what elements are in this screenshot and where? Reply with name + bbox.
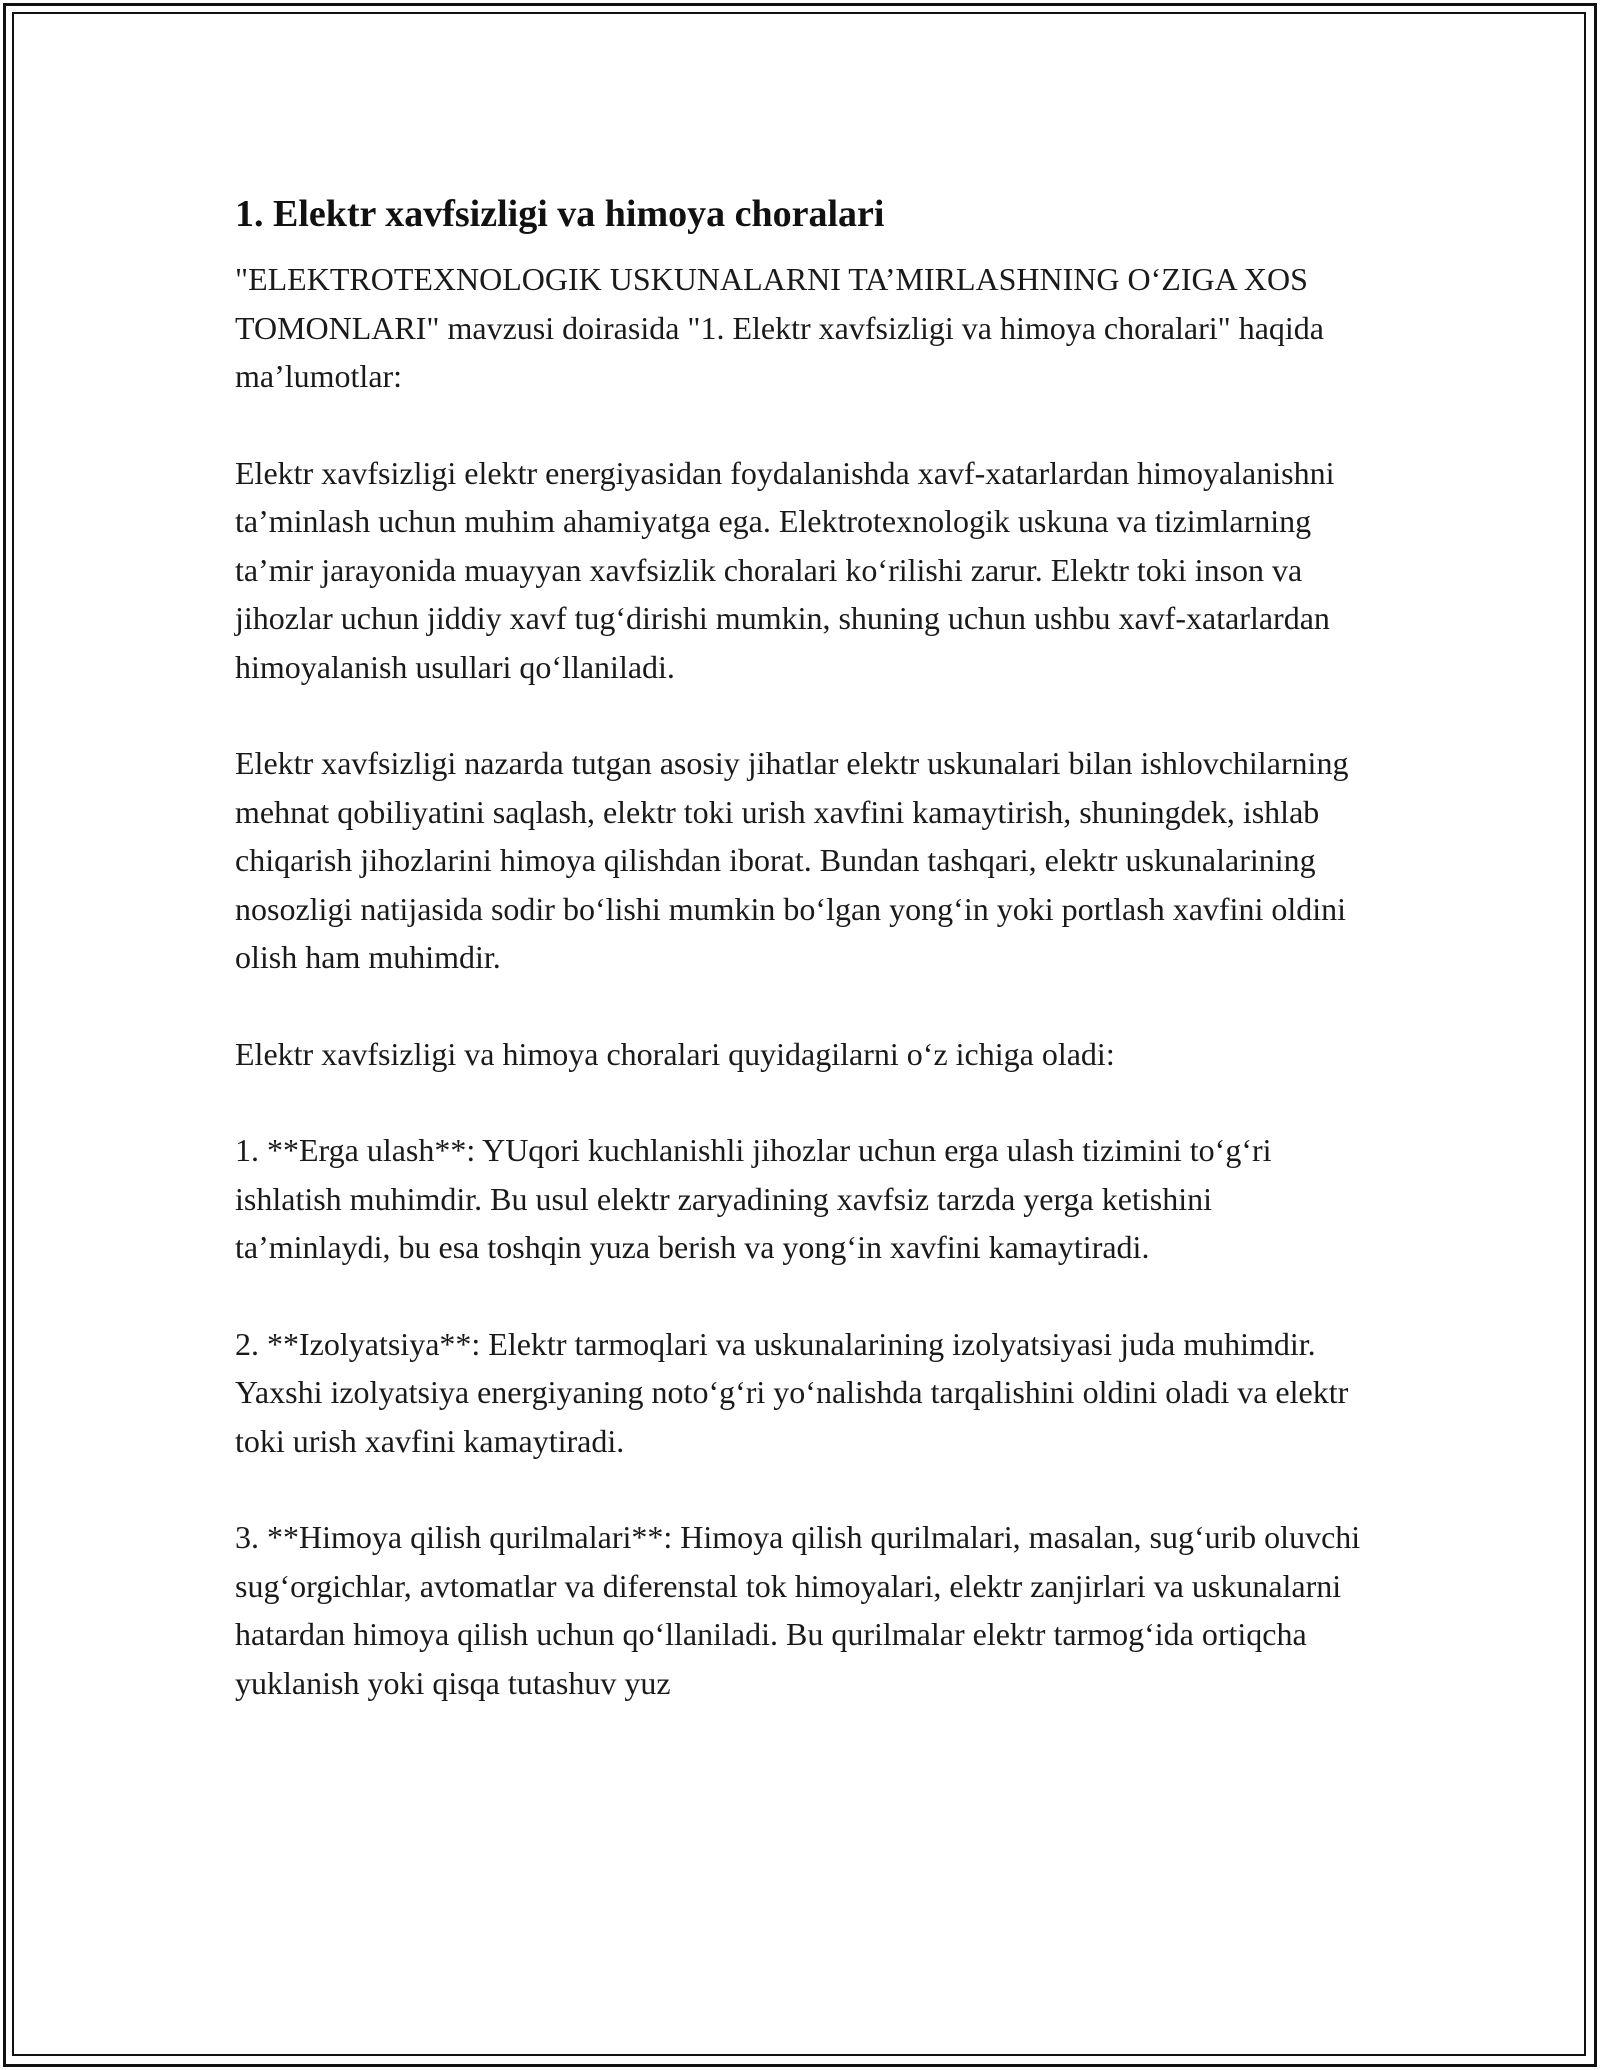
paragraph-list-intro: Elektr xavfsizligi va himoya choralari quyidagilarni o‘z ichiga oladi: — [235, 1035, 1115, 1072]
paragraph-safety-importance: Elektr xavfsizligi elektr energiyasidan foydalanishda xavf-xatarlardan himoyalanishni ta’minlash uchun muhim ahamiyatga ega. Elektrotexnologik uskuna va tizimlarning ta’mir jarayonida muayyan xavfsizlik choralari ko‘rilishi zarur. Elektr toki inson va jihozlar uchun jiddiy xavf tug‘dirishi mumkin, shuning uchun ushbu xavf-xatarlardan himoyalanish usullari qo‘llaniladi. — [235, 454, 1335, 685]
list-item-protection-devices: 3. **Himoya qilish qurilmalari**: Himoya qilish qurilmalari, masalan, sug‘urib oluvchi sug‘orgichlar, avtomatlar va diferenstal tok himoyalari, elektr zanjirlari va uskunalarni hatardan himoya qilish uchun qo‘llaniladi. Bu qurilmalar elektr tarmog‘ida ortiqcha yuklanish yoki qisqa tutashuv yuz — [235, 1519, 1361, 1701]
list-item-insulation: 2. **Izolyatsiya**: Elektr tarmoqlari va uskunalarining izolyatsiyasi juda muhimdir. Yaxshi izolyatsiya energiyaning noto‘g‘ri yo‘nalishda tarqalishini oldini oladi va elektr toki urish xavfini kamaytiradi. — [235, 1325, 1349, 1459]
paragraph-main-aspects: Elektr xavfsizligi nazarda tutgan asosiy jihatlar elektr uskunalari bilan ishlovchilarning mehnat qobiliyatini saqlash, elektr toki urish xavfini kamaytirish, shuningdek, ishlab chiqarish jihozlarini himoya qilishdan iborat. Bundan tashqari, elektr uskunalarining nosozligi natijasida sodir bo‘lishi mumkin bo‘lgan yong‘in yoki portlash xavfini oldini olish ham muhimdir. — [235, 745, 1349, 975]
document-body — [235, 185, 1375, 1755]
list-item-grounding: 1. **Erga ulash**: YUqori kuchlanishli jihozlar uchun erga ulash tizimini to‘g‘ri ishlatish muhimdir. Bu usul elektr zaryadining xavfsiz tarzda yerga ketishini ta’minlaydi, bu esa toshqin yuza berish va yong‘in xavfini kamaytiradi. — [235, 1132, 1272, 1265]
intro-paragraph: "ELEKTROTEXNOLOGIK USKUNALARNI TA’MIRLASHNING O‘ZIGA XOS TOMONLARI" mavzusi doirasida "1. Elektr xavfsizligi va himoya choralari" haqida ma’lumotlar: — [235, 261, 1324, 394]
page-title: 1. Elektr xavfsizligi va himoya choralari — [235, 193, 885, 235]
